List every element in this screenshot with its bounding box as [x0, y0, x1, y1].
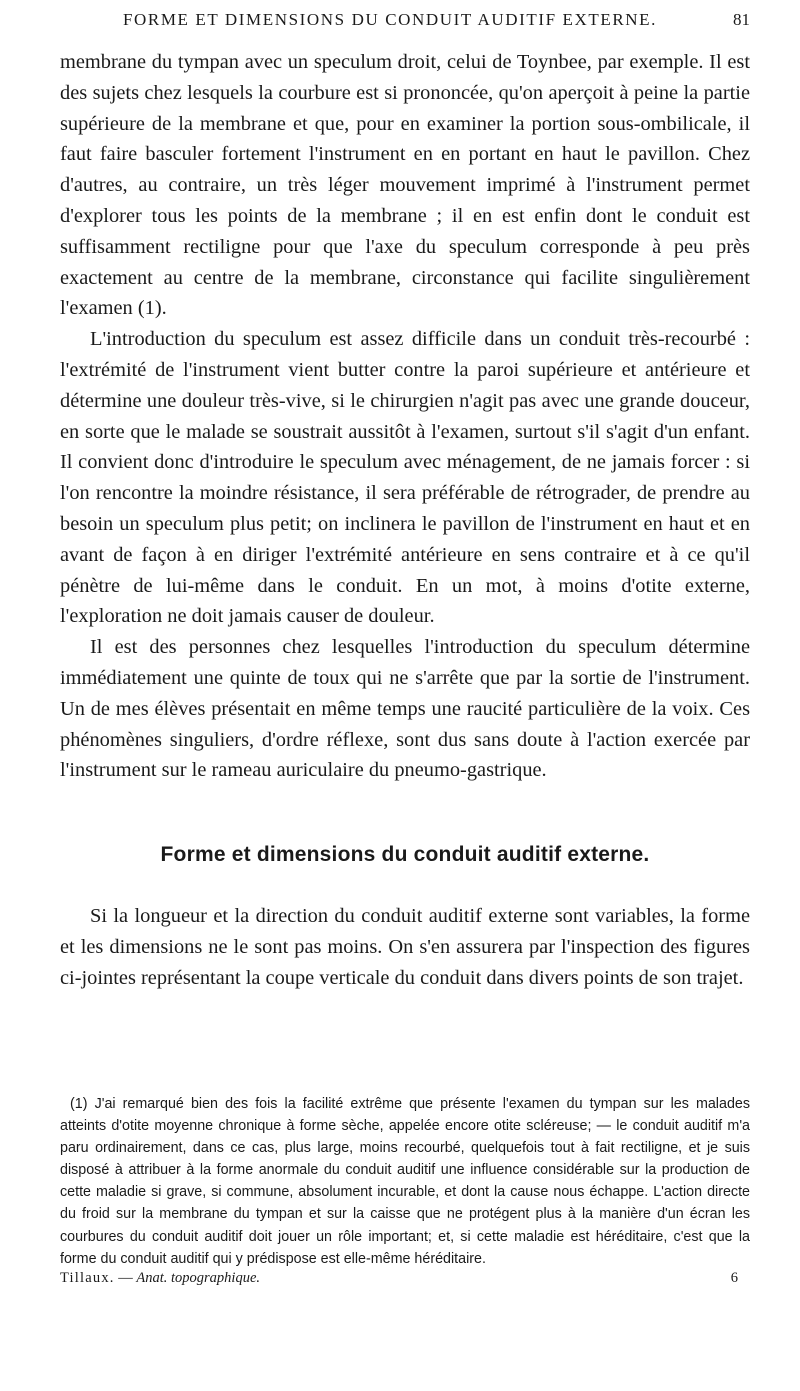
section-heading: Forme et dimensions du conduit auditif externe.	[160, 843, 650, 867]
paragraph-reflex-cough: Il est des personnes chez lesquelles l'introduction du speculum détermine immédiatement une quinte de toux qui ne s'arrête que par la sortie de l'instrument. Un de mes élèves présentait en même temps une raucité particulière de la voix. Ces phénomènes singuliers, d'ordre réflexe, sont dus sans doute à l'action exercée par l'instrument sur le rameau auriculaire du pneumo-gastrique.	[60, 636, 750, 782]
page-number: 81	[733, 10, 750, 29]
signature-separator: —	[114, 1269, 137, 1286]
running-title: FORME ET DIMENSIONS DU CONDUIT AUDITIF EXTERNE.	[122, 10, 658, 29]
sheet-number: 6	[730, 1269, 738, 1286]
body-text	[60, 47, 750, 994]
signature-author: Tillaux.	[60, 1269, 115, 1286]
footnote-1: (1) J'ai remarqué bien des fois la facilité extrême que présente l'examen du tympan sur les malades atteints d'otite moyenne chronique à forme sèche, appelée encore otite scléreuse; — le conduit auditif m'a paru ordinairement, dans ce cas, plus large, moins recourbé, quelquefois tout à fait rectiligne, et je suis disposé à attribuer à la forme anormale du conduit auditif une influence considérable sur la production de cette maladie si grave, si commune, absolument incurable, et dont la cause nous échappe. L'action directe du froid sur la membrane du tympan et sur la caisse que ne protégent plus à la manière d'un écran les courbures du conduit auditif doit jouer un rôle important; et, si cette maladie est héréditaire, c'est que la forme du conduit auditif qui y prédispose est elle-même héréditaire.	[60, 1096, 750, 1267]
signature-line	[60, 1270, 750, 1292]
paragraph-continuation: membrane du tympan avec un speculum droit, celui de Toynbee, par exemple. Il est des sujets chez lesquels la courbure est si prononcée, qu'on aperçoit à peine la partie supérieure de la membrane et que, pour en examiner la portion sous-ombilicale, il faut faire basculer fortement l'instrument en en portant en haut le pavillon. Chez d'autres, au contraire, un très léger mouvement imprimé à l'instrument permet d'explorer tous les points de la membrane ; il en est enfin dont le conduit est suffisamment rectiligne pour que l'axe du speculum corresponde à peu près exactement au centre de la membrane, circonstance qui facilite singulièrement l'examen (1).	[60, 51, 750, 320]
running-head	[60, 10, 750, 36]
paragraph-speculum-introduction: L'introduction du speculum est assez difficile dans un conduit très-recourbé : l'extrémité de l'instrument vient butter contre la paroi supérieure et antérieure et détermine une douleur très-vive, si le chirurgien n'agit pas avec une grande douceur, en sorte que le malade se soustrait aussitôt à l'examen, surtout s'il s'agit d'un enfant. Il convient donc d'introduire le speculum avec ménagement, de ne jamais forcer : si l'on rencontre la moindre résistance, il sera préférable de rétrograder, de prendre au besoin un speculum plus petit; on inclinera le pavillon de l'instrument en haut et en avant de façon à en diriger l'extrémité antérieure en sens contraire et à ce qu'il pénètre de lui-même dans le conduit. En un mot, à moins d'otite externe, l'exploration ne doit jamais causer de douleur.	[60, 328, 750, 628]
paragraph-section-intro: Si la longueur et la direction du conduit auditif externe sont variables, la forme et les dimensions ne le sont pas moins. On s'en assurera par l'inspection des figures ci-jointes représentant la coupe verticale du conduit dans divers points de son trajet.	[60, 905, 750, 989]
footnotes	[60, 1093, 750, 1292]
signature-title: Anat. topographique.	[136, 1269, 261, 1286]
